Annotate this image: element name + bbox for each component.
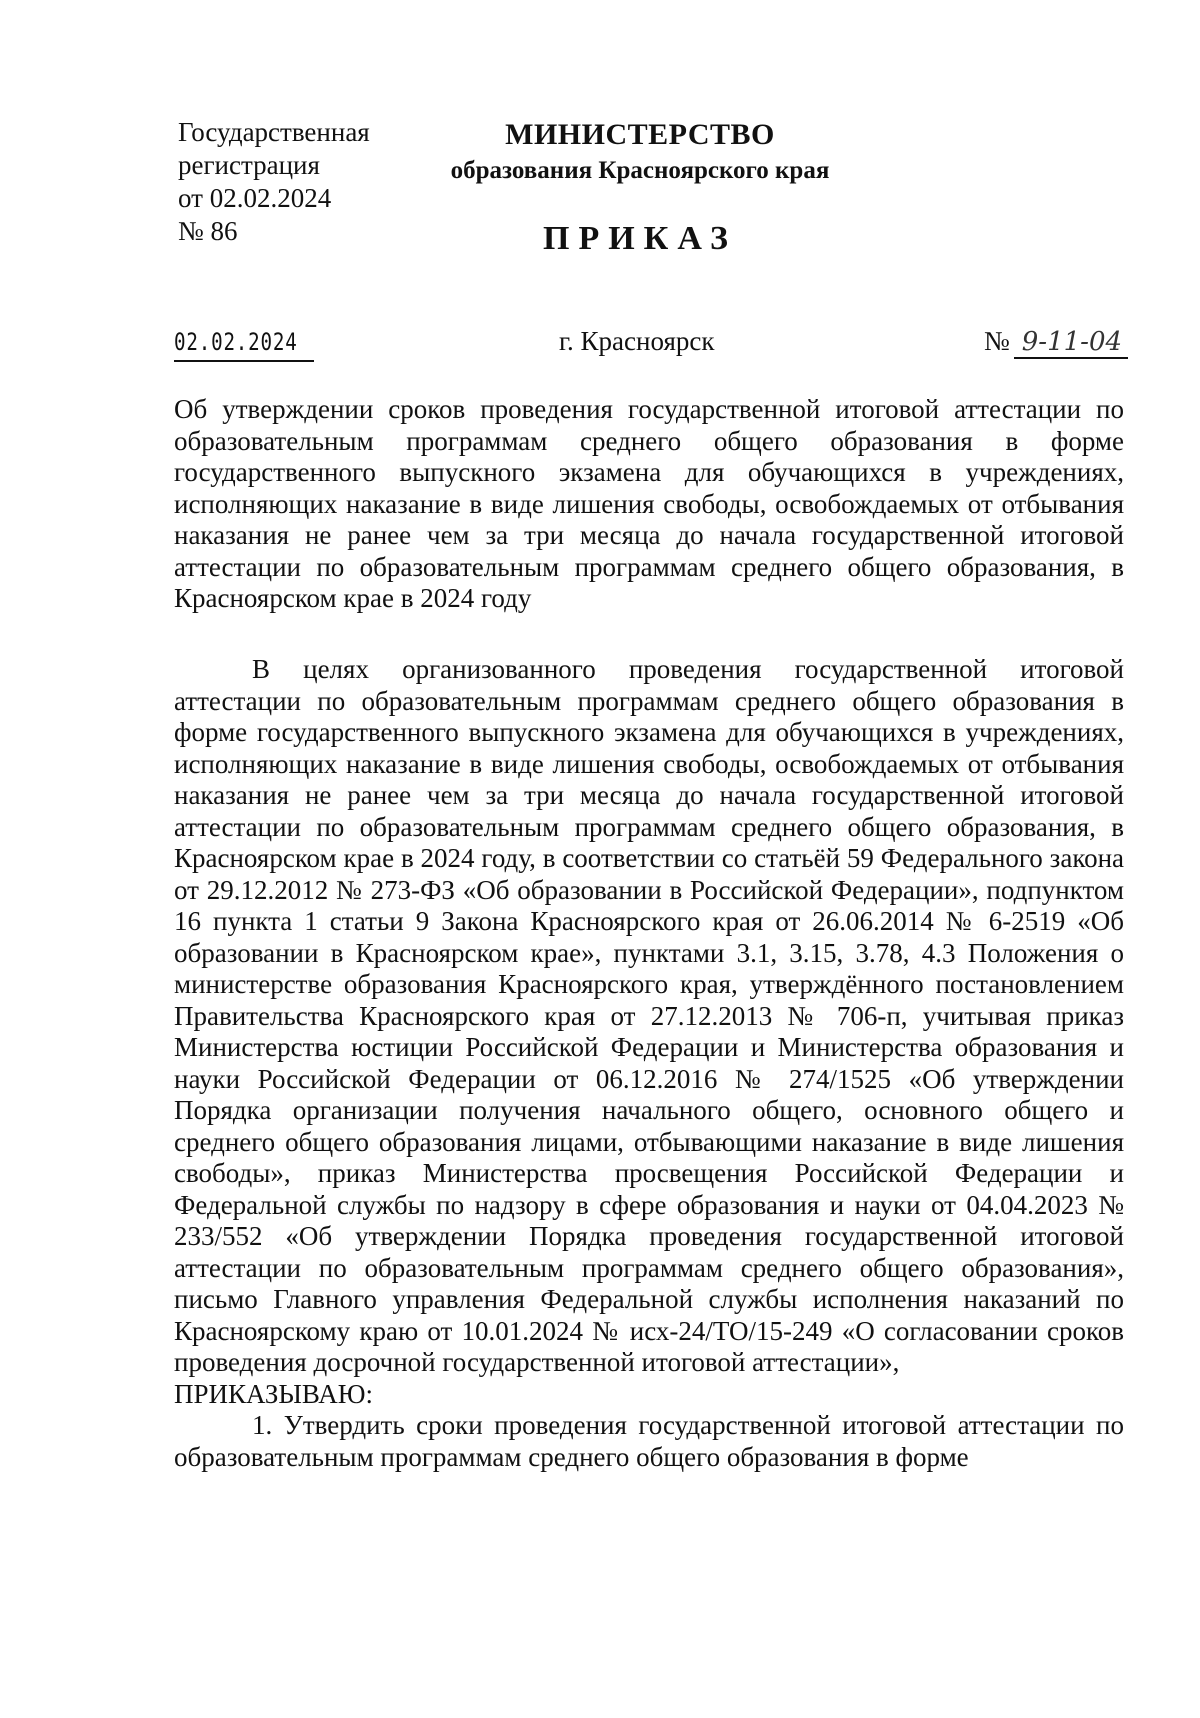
order-subject: Об утверждении сроков проведения государственной итоговой аттестации по образовательным программам среднего общего образования в форме государственного выпускного экзамена для обучающихся в учреждениях, исполняющих наказание в виде лишения свободы, освобождаемых от отбывания наказания не ранее чем за три месяца до начала государственной итоговой аттестации по образовательным программам среднего общего образования, в Красноярском крае в 2024 году [174,394,1124,613]
registration-block [178,116,408,248]
order-number-block [984,326,1128,359]
registration-line-2: регистрация [178,150,320,180]
date-underline [174,360,314,362]
registration-number: № 86 [178,216,238,246]
order-city: г. Красноярск [559,326,715,356]
number-sign: № [984,326,1010,356]
order-body [174,654,1124,1473]
ministry-header [420,116,860,188]
preamble-paragraph: В целях организованного проведения государственной итоговой аттестации по образовательным программам среднего общего образования в форме государственного выпускного экзамена для обучающихся в учреждениях, исполняющих наказание в виде лишения свободы, освобождаемых от отбывания наказания не ранее чем за три месяца до начала государственной итоговой аттестации по образовательным программам среднего общего образования, в Красноярском крае в 2024 году, в соответствии со статьёй 59 Федерального закона от 29.12.2012 № 273-ФЗ «Об образовании в Российской Федерации», подпунктом 16 пункта 1 статьи 9 Закона Красноярского края от 26.06.2014 № 6-2519 «Об образовании в Красноярском крае», пунктами 3.1, 3.15, 3.78, 4.3 Положения о министерстве образования Красноярского края, утверждённого постановлением Правительства Красноярского края от 27.12.2013 № 706-п, учитывая приказ Министерства юстиции Российской Федерации и Министерства образования и науки Российской Федерации от 06.12.2016 № 274/1525 «Об утверждении Порядка организации получения начального общего, основного общего и среднего общего образования лицами, отбывающими наказание в виде лишения свободы», приказ Министерства просвещения Российской Федерации и Федеральной службы по надзору в сфере образования и науки от 04.04.2023 № 233/552 «Об утверждении Порядка проведения государственной итоговой аттестации по образовательным программам среднего общего образования», письмо Главного управления Федеральной службы исполнения наказаний по Красноярскому краю от 10.01.2024 № исх-24/ТО/15-249 «О согласовании сроков проведения досрочной государственной итоговой аттестации», [174,654,1124,1377]
registration-line-1: Государственная [178,117,370,147]
document-type-title: ПРИКАЗ [543,220,737,257]
ministry-title: МИНИСТЕРСТВО [505,118,775,151]
order-number-handwritten: 9-11-04 [1014,327,1128,359]
ministry-subtitle: образования Красноярского края [450,157,830,184]
order-date: 02.02.2024 [174,328,298,356]
order-meta-row [174,326,1124,366]
order-item-1: 1. Утвердить сроки проведения государственной итоговой аттестации по образовательным программам среднего общего образования в форме [174,1410,1124,1472]
registration-date: от 02.02.2024 [178,183,332,213]
order-directive-word: ПРИКАЗЫВАЮ: [174,1378,373,1409]
